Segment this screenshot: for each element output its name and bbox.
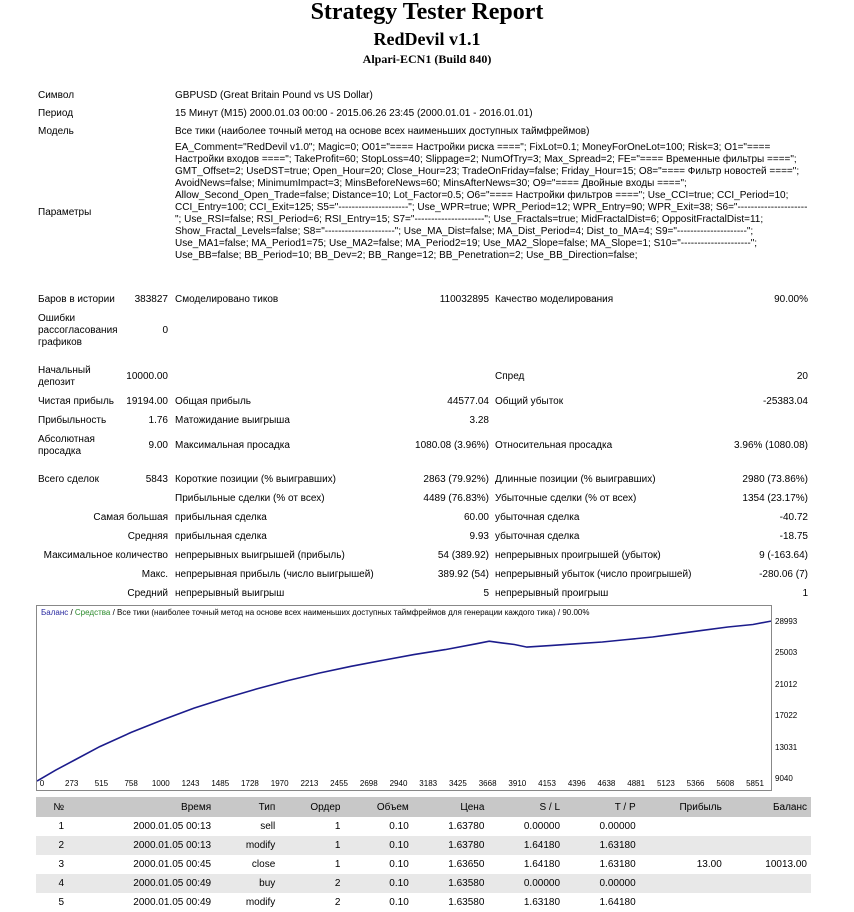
table-cell: 1: [58, 821, 65, 832]
pf-label: Прибыльность: [38, 415, 107, 426]
column-header: Баланс: [726, 797, 811, 817]
params-value: EA_Comment="RedDevil v1.0"; Magic=0; O01="==== Настройки риска ===="; FixLot=0.1; MoneyForOneLot=100; Risk=3; O1="==== Настройки входов ===="; TakeProfit=60; StopLoss=40; Slippage=2; NumOfTry=3; Max_Spread=2; FE="==== Временные фильтры ===="; GMT_Offset=2; UseDST=true; Open_Hour=20; Close_Hour=23; TradeOnFriday=false; Friday_Hour=15; O8="==== Фильтр новостей ===="; AvoidNews=false; MinimumImpact=3; MinsBeforeNews=60; MinsAfterNews=30; O9="==== Двойные входы ===="; Allow_Second_Open_Trade=false; Distance=10; Lot_Factor=0.5; O6="==== Настройки фильтров ===="; Use_CCI=true; CCI_Period=10; CCI_Entry=100; CCI_Exit=125; S5="---------------------"; Use_WPR=true; WPR_Period=12; WPR_Entry=90; WPR_Exit=38; S6="---------------------"; Use_RSI=false; RSI_Period=6; RSI_Entry=15; S7="---------------------"; Use_Fractals=true; MidFractalDist=6; OppositFractalDist=11; Show_Fractal_Levels=false; S8="---------------------"; Use_MA_Dist=false; MA_Dist_Period=4; Dist_to_MA=4; S9="---------------------"; Use_MA1=false; MA_Period1=75; Use_MA2=false; MA_Period2=19; Use_MA2_Slope=false; MA_Slope=1; S10="---------------------"; Use_BB=false; BB_Period=10; BB_Dev=2; BB_Range=12; BB_Penetration=2; Use_BB_Direction=false;: [175, 142, 808, 261]
avg-loss-label: убыточная сделка: [495, 531, 580, 542]
table-cell: 1.63780: [448, 821, 485, 832]
column-header: T / P: [564, 797, 640, 817]
x-tick-label: 3668: [478, 779, 497, 788]
server-name: Alpari-ECN1 (Build 840): [362, 52, 492, 66]
table-cell: modify: [245, 897, 276, 908]
y-tick-label: 28993: [775, 617, 798, 626]
long-label: Длинные позиции (% выигравших): [495, 474, 656, 485]
x-tick-label: 1485: [211, 779, 230, 788]
x-tick-label: 5123: [656, 779, 675, 788]
table-cell: 1.63580: [448, 897, 485, 908]
chart-caption: [41, 608, 589, 617]
table-cell: 0.00000: [523, 821, 561, 832]
expert-name: RedDevil v1.1: [373, 29, 481, 49]
report-title: Strategy Tester Report: [310, 0, 544, 25]
table-cell: 0.10: [344, 874, 412, 893]
column-header: Прибыль: [640, 797, 726, 817]
avgcnt-win-value: 5: [483, 588, 489, 599]
x-tick-label: 5851: [746, 779, 764, 788]
table-cell: [640, 874, 726, 893]
profit-trades-value: 4489 (76.83%): [423, 493, 489, 504]
maxcnt-label: Максимальное количество: [43, 550, 168, 561]
y-tick-label: 25003: [775, 648, 798, 658]
avg-profit-label: прибыльная сделка: [175, 531, 267, 542]
x-tick-label: 4396: [567, 779, 586, 788]
table-cell: 1.63180: [599, 859, 636, 870]
spread-value: 20: [796, 371, 808, 382]
x-tick-label: 1728: [241, 779, 259, 788]
x-tick-label: 5366: [686, 779, 705, 788]
max-loss-value: -280.06 (7): [759, 569, 808, 580]
x-tick-label: 2698: [359, 779, 378, 788]
table-cell: buy: [215, 874, 279, 893]
spread-label: Спред: [495, 371, 525, 382]
table-cell: 2000.01.05 00:49: [68, 874, 215, 893]
ticks-value: 110032895: [439, 294, 489, 305]
symbol-value: GBPUSD (Great Britain Pound vs US Dollar): [175, 90, 373, 101]
table-cell: 1.63780: [413, 836, 489, 855]
trades-table: [36, 797, 811, 912]
chart-caption-rest: / Все тики (наиболее точный метод на основе всех наименьших доступных таймфреймов для генерации каждого тика) / 90.00%: [110, 608, 590, 617]
table-cell: 2000.01.05 00:49: [133, 897, 212, 908]
balance-chart-plot: [37, 606, 771, 790]
table-cell: 2000.01.05 00:13: [68, 836, 215, 855]
loss-trades-label: Убыточные сделки (% от всех): [495, 493, 637, 504]
table-cell: [640, 836, 726, 855]
chart-caption-sep: /: [68, 608, 75, 617]
table-cell: 2: [36, 836, 68, 855]
deposit-label: Начальный депозит: [38, 365, 91, 388]
x-tick-label: 2213: [300, 779, 319, 788]
table-cell: [726, 893, 811, 912]
table-cell: 1: [279, 836, 344, 855]
profit-trades-label: Прибыльные сделки (% от всех): [175, 493, 325, 504]
avg-label: Средняя: [127, 531, 168, 542]
column-header: №: [36, 797, 68, 817]
x-tick-label: 3183: [419, 779, 438, 788]
largest-profit-label: прибыльная сделка: [175, 512, 267, 523]
column-header: Ордер: [279, 797, 344, 817]
table-cell: [640, 893, 726, 912]
x-tick-label: 273: [65, 779, 79, 788]
table-cell: 1: [334, 859, 341, 870]
table-row: [36, 836, 811, 855]
x-tick-label: 1243: [181, 779, 200, 788]
maxcnt-win-label: непрерывных выигрышей (прибыль): [175, 550, 345, 561]
total-value: 5843: [145, 474, 168, 485]
symbol-label: Символ: [38, 90, 75, 101]
payoff-value: 3.28: [469, 415, 489, 426]
x-tick-label: 4638: [597, 779, 616, 788]
gross-loss-value: -25383.04: [762, 396, 808, 407]
x-tick-label: 2940: [389, 779, 408, 788]
x-tick-label: 3425: [449, 779, 467, 788]
total-label: Всего сделок: [38, 474, 99, 485]
gross-profit-value: 44577.04: [447, 396, 489, 407]
ticks-label: Смоделировано тиков: [175, 294, 279, 305]
loss-trades-value: 1354 (23.17%): [742, 493, 808, 504]
column-header: Время: [68, 797, 215, 817]
avgcnt-loss-value: 1: [802, 588, 808, 599]
max-win-label: непрерывная прибыль (число выигрышей): [175, 569, 374, 580]
period-label: Период: [38, 108, 74, 119]
table-cell: 3: [58, 859, 65, 870]
x-tick-label: 1970: [270, 779, 289, 788]
y-tick-label: 17022: [775, 711, 798, 721]
params-label: Параметры: [38, 207, 92, 218]
x-tick-label: 4153: [538, 779, 556, 788]
x-tick-label: 5608: [716, 779, 735, 788]
table-cell: [726, 836, 811, 855]
avgcnt-win-label: непрерывный выигрыш: [175, 588, 285, 599]
table-cell: [726, 817, 811, 836]
table-cell: 0.10: [389, 897, 409, 908]
x-tick-label: 758: [124, 779, 138, 788]
table-cell: 1.64180: [599, 897, 636, 908]
table-cell: 2000.01.05 00:13: [133, 821, 212, 832]
chart-caption-balance: Баланс: [41, 608, 69, 617]
quality-label: Качество моделирования: [495, 294, 614, 305]
max-loss-label: непрерывный убыток (число проигрышей): [495, 569, 692, 580]
mismatch-value: 0: [162, 325, 168, 336]
pf-value: 1.76: [148, 415, 168, 426]
column-header: Объем: [344, 797, 412, 817]
table-row: [36, 855, 811, 874]
avg-profit-value: 9.93: [469, 531, 489, 542]
table-row: [36, 874, 811, 893]
table-cell: 5: [58, 897, 65, 908]
balance-line: [37, 621, 771, 781]
rel-dd-value: 3.96% (1080.08): [734, 440, 808, 451]
short-label: Короткие позиции (% выигравших): [175, 474, 336, 485]
largest-loss-value: -40.72: [779, 512, 808, 523]
largest-label: Самая большая: [93, 512, 168, 523]
period-value: 15 Минут (M15) 2000.01.03 00:00 - 2015.06.26 23:45 (2000.01.01 - 2016.01.01): [175, 108, 533, 119]
max-win-value: 389.92 (54): [437, 569, 489, 580]
table-cell: 2: [279, 874, 344, 893]
table-row: [36, 893, 811, 912]
abs-dd-label: Абсолютная просадка: [38, 434, 95, 457]
rel-dd-label: Относительная просадка: [495, 440, 613, 451]
net-value: 19194.00: [126, 396, 168, 407]
table-cell: 0.10: [344, 836, 412, 855]
table-cell: 1.64180: [523, 859, 561, 870]
table-cell: 0.00000: [599, 821, 636, 832]
x-tick-label: 4881: [627, 779, 646, 788]
column-header: Цена: [413, 797, 489, 817]
table-cell: 0.00000: [564, 874, 640, 893]
y-tick-label: 9040: [775, 774, 793, 783]
avgcnt-label: Средний: [127, 588, 168, 599]
column-header: Тип: [215, 797, 279, 817]
table-cell: 1.63580: [413, 874, 489, 893]
x-tick-label: 0: [39, 779, 45, 788]
table-cell: 0.10: [389, 859, 409, 870]
table-cell: 1.64180: [488, 836, 564, 855]
table-cell: 10013.00: [765, 859, 807, 870]
short-value: 2863 (79.92%): [423, 474, 489, 485]
table-cell: 0.10: [389, 821, 409, 832]
payoff-label: Матожидание выигрыша: [175, 415, 290, 426]
x-tick-label: 2455: [330, 779, 348, 788]
long-value: 2980 (73.86%): [742, 474, 808, 485]
table-cell: modify: [215, 836, 279, 855]
x-tick-label: 515: [94, 779, 109, 788]
table-row: [36, 817, 811, 836]
mismatch-label: Ошибки рассогласования графиков: [38, 313, 118, 348]
abs-dd-value: 9.00: [148, 440, 168, 451]
y-tick-label: 21012: [775, 679, 798, 689]
largest-profit-value: 60.00: [463, 512, 489, 523]
table-cell: [640, 817, 726, 836]
trades-header-row: [36, 797, 811, 817]
table-cell: 1.63650: [448, 859, 485, 870]
table-cell: 1.63180: [523, 897, 561, 908]
gross-loss-label: Общий убыток: [495, 396, 564, 407]
table-cell: 1.63180: [564, 836, 640, 855]
max-dd-value: 1080.08 (3.96%): [415, 440, 489, 451]
column-header: S / L: [488, 797, 564, 817]
maxcnt-win-value: 54 (389.92): [437, 550, 489, 561]
table-cell: 1: [334, 821, 341, 832]
chart-caption-equity: Средства: [74, 608, 111, 617]
table-cell: 2: [334, 897, 341, 908]
avg-loss-value: -18.75: [779, 531, 808, 542]
table-cell: 2000.01.05 00:45: [133, 859, 212, 870]
model-value: Все тики (наиболее точный метод на основе всех наименьших доступных таймфреймов): [175, 126, 590, 137]
x-tick-label: 3910: [508, 779, 527, 788]
balance-chart: [36, 605, 772, 791]
bars-label: Баров в истории: [38, 294, 115, 305]
table-cell: 13.00: [696, 859, 722, 870]
largest-loss-label: убыточная сделка: [495, 512, 580, 523]
avgcnt-loss-label: непрерывный проигрыш: [495, 588, 609, 599]
net-label: Чистая прибыль: [38, 396, 114, 407]
model-label: Модель: [38, 126, 74, 137]
maxcnt-loss-value: 9 (-163.64): [759, 550, 808, 561]
bars-value: 383827: [134, 294, 168, 305]
quality-value: 90.00%: [774, 294, 808, 305]
table-cell: close: [251, 859, 276, 870]
y-tick-label: 13031: [775, 742, 798, 752]
max-label: Макс.: [141, 569, 168, 580]
deposit-value: 10000.00: [126, 371, 168, 382]
table-cell: [726, 874, 811, 893]
x-tick-label: 1000: [151, 779, 170, 788]
table-cell: sell: [260, 821, 276, 832]
max-dd-label: Максимальная просадка: [175, 440, 290, 451]
gross-profit-label: Общая прибыль: [175, 396, 252, 407]
maxcnt-loss-label: непрерывных проигрышей (убыток): [495, 550, 661, 561]
table-cell: 0.00000: [488, 874, 564, 893]
table-cell: 4: [36, 874, 68, 893]
